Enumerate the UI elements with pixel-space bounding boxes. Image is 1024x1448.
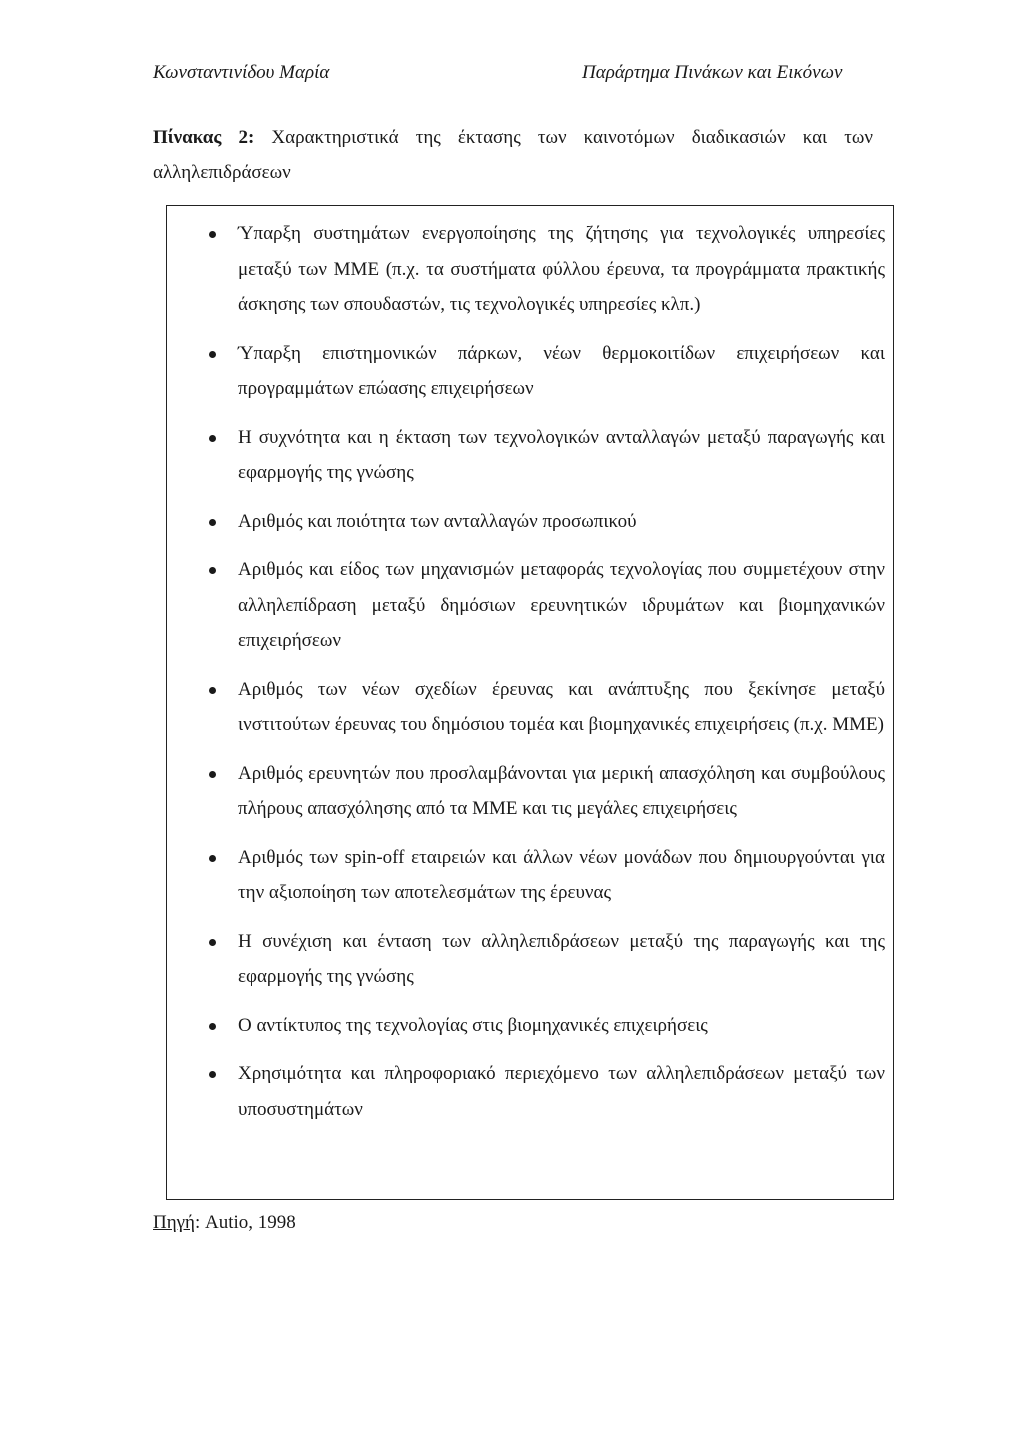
list-item-text: Ο αντίκτυπος της τεχνολογίας στις βιομηχανικές επιχειρήσεις [238,1014,708,1036]
source-separator: : [195,1212,201,1233]
bullet-icon [209,1071,216,1078]
table-caption [153,120,873,190]
list-item-text: Χρησιμότητα και πληροφοριακό περιεχόμενο των αλληλεπιδράσεων μεταξύ των υποσυστημάτων [238,1063,885,1120]
list-item-text: Αριθμός των spin-off εταιρειών και άλλων νέων μονάδων που δημιουργούνται για την αξιοποίηση των αποτελεσμάτων της έρευνας [238,846,885,903]
list-item [238,840,885,911]
list-item-text: Ύπαρξη επιστημονικών πάρκων, νέων θερμοκοιτίδων επιχειρήσεων και προγραμμάτων επώασης επιχειρήσεων [238,342,885,399]
list-item [238,1008,885,1044]
table-box [166,205,894,1200]
list-item [238,552,885,659]
running-header-section: Παράρτημα Πινάκων και Εικόνων [582,62,843,83]
running-header-author: Κωνσταντινίδου Μαρία [153,62,330,83]
list-item-text: Ύπαρξη συστημάτων ενεργοποίησης της ζήτησης για τεχνολογικές υπηρεσίες μεταξύ των ΜΜΕ (π.χ. τα συστήματα φύλλου έρευνα, τα προγράμματα πρακτικής άσκησης των σπουδαστών, τις τεχνολογικές υπηρεσίες κλπ.) [238,223,885,315]
list-item [238,924,885,995]
bullet-icon [209,567,216,574]
list-item-text: Η συχνότητα και η έκταση των τεχνολογικών ανταλλαγών μεταξύ παραγωγής και εφαρμογής της γνώσης [238,426,885,483]
caption-label: Πίνακας 2: [153,127,255,148]
caption-text: Χαρακτηριστικά της έκτασης των καινοτόμων διαδικασιών και των αλληλεπιδράσεων [153,127,873,183]
bullet-icon [209,1023,216,1030]
list-item-text: Αριθμός των νέων σχεδίων έρευνας και ανάπτυξης που ξεκίνησε μεταξύ ινστιτούτων έρευνας του δημόσιου τομέα και βιομηχανικές επιχειρήσεις (π.χ. ΜΜΕ) [238,678,885,735]
bullet-icon [209,435,216,442]
list-item-text: Αριθμός ερευνητών που προσλαμβάνονται για μερική απασχόληση και συμβούλους πλήρους απασχόλησης από τα ΜΜΕ και τις μεγάλες επιχειρήσεις [238,762,885,819]
bullet-icon [209,519,216,526]
list-item [238,756,885,827]
bullet-icon [209,351,216,358]
list-item [238,504,885,540]
list-item [238,672,885,743]
list-item [238,336,885,407]
source-text: Autio, 1998 [200,1212,296,1233]
source-note [153,1212,296,1234]
list-item [238,216,885,323]
bullet-icon [209,771,216,778]
bullet-icon [209,939,216,946]
list-item-text: Αριθμός και είδος των μηχανισμών μεταφοράς τεχνολογίας που συμμετέχουν στην αλληλεπίδραση μεταξύ δημόσιων ερευνητικών ιδρυμάτων και βιομηχανικών επιχειρήσεων [238,559,885,651]
list-item [238,1056,885,1127]
bullet-icon [209,231,216,238]
bullet-icon [209,855,216,862]
list-item-text: Η συνέχιση και ένταση των αλληλεπιδράσεων μεταξύ της παραγωγής και της εφαρμογής της γνώσης [238,930,885,987]
source-label: Πηγή [153,1212,195,1233]
bullet-icon [209,687,216,694]
list-item-text: Αριθμός και ποιότητα των ανταλλαγών προσωπικού [238,510,637,532]
list-item [238,420,885,491]
characteristics-list [167,216,893,1140]
